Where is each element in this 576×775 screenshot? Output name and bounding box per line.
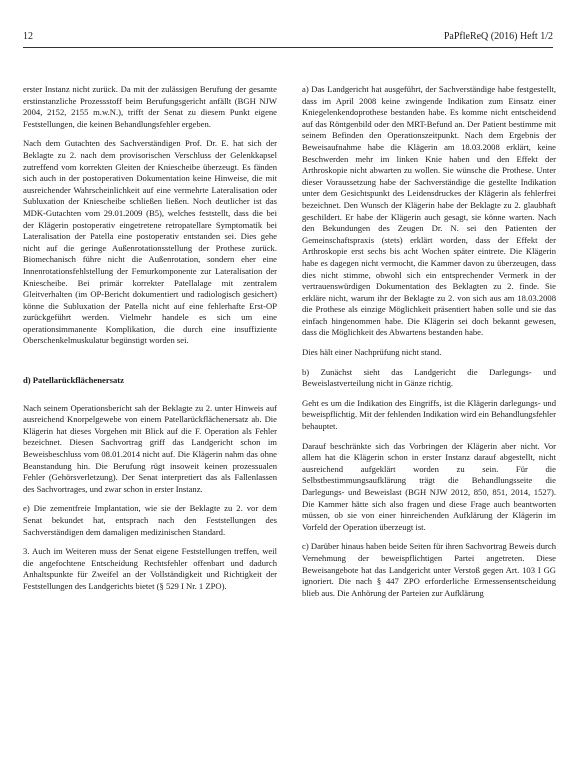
paragraph: Dies hält einer Nachprüfung nicht stand. <box>302 347 442 358</box>
paragraph: Nach seinem Operationsbericht sah der Beklagte zu 2. unter Hinweis auf ausreichend Knorpelgewebe von einem Patellarückflächenersatz ab. Die Klägerin hat dieses Vorgehen mit Blick auf die F. Operation als Fehler bezeichnet. Diesen Sachvortrag griff das Landgericht schon im Beweisbeschluss vom 08.01.2014 nicht auf. Die Klägerin nahm das ohne Beanstandung hin. Die Berufung rügt insoweit keinen prozessualen Fehler (Gehörsverletzung). Der Senat interpretiert das als Fallenlassen des Sachvortrages, und zwar schon in erster Instanz. <box>23 402 277 494</box>
paragraph: Nach dem Gutachten des Sachverständigen Prof. Dr. E. hat sich der Beklagte zu 2. nach dem provisorischen Verschluss der Gelenkkapsel zutreffend vom korrekten Gleiten der Kniescheibe überzeugt. Es fänden sich auch in der postoperativen Dokumentation keine Hinweise, die mit ausreichender Wahrscheinlichkeit auf eine vermehrte Lateralisation oder Subluxation der Kniescheibe schließen ließen. Noch deutlicher ist das MDK-Gutachten vom 29.01.2009 (B5), welches feststellt, dass die bei der Klägerin postoperativ eingetretene retropatellare Symptomatik bei Lateralisation der Patella eine postoperativ entstanden sei. Dies gehe nicht auf die geringe Außenrotationsstellung der Prothese zurück. Biomechanisch führe nicht die Außenrotation, sondern eher eine Innenrotationsfehlstellung der Femurkomponente zur Lateralisation der Kniescheibe. Bei primär korrekter Patellalage mit zentralem Gleitverhalten (im OP-Bericht dokumentiert und radiologisch gesichert) könne die Subluxation der Patella nicht auf eine fehlerhafte Erst-OP zurückgeführt werden. Vielmehr handele es sich um eine operationsimmanente Komplikation, die durch eine insuffiziente Oberschenkelmuskulatur begünstigt worden sei. <box>23 138 277 346</box>
journal-citation: PaPfleReQ (2016) Heft 1/2 <box>443 31 553 42</box>
paragraph: a) Das Landgericht hat ausgeführt, der Sachverständige habe festgestellt, dass im April 2008 keine zwingende Indikation zum Einsatz einer Kniegelenkendoprothese bestanden habe. Es komme nicht entscheidend auf das Röntgenbild oder den MRT-Befund an. Der Patient bestimme mit seinem Befinden den Operationszeitpunkt. Nach dem Ergebnis der Beweisaufnahme habe die Klägerin am 18.03.2008 erklärt, keine Beschwerden mehr im linken Knie haben und den Effekt der Arthroskopie nicht abwarten zu wollen. Sie wünsche die Prothese. Unter dieser Voraussetzung habe der Sachverständige die gestellte Indikation unter dem Gesichtspunkt des Leidensdruckes der Klägerin als fehlerfrei bezeichnet. Den Wunsch der Klägerin habe der Beklagte zu 2. glaubhaft geschildert. Er habe der Klägerin auch gesagt, sie könne warten. Nach den Bekundungen des Zeugen Dr. N. sei den Patienten der Gemeinschaftspraxis (stets) erklärt worden, dass der Effekt der Arthroskopie erst sechs bis acht Wochen später eintrete. Die Klägerin habe es dagegen nicht vermocht, die Kammer davon zu überzeugen, dass dies nicht stimme, obwohl sich ein entsprechender Vermerk in der vertrauenswürdigen Dokumentation des Beklagten zu 2. finde. Sie erkläre nicht, warum ihr der Beklagte zu 2. von sich aus am 18.03.2008 die Prothese als einzige Möglichkeit präsentiert haben solle und sie das einfach hingenommen habe. Die Klägerin sei doch bekannt gewesen, dass die Möglichkeit des Abwartens bestanden habe. <box>302 84 556 338</box>
left-column <box>23 84 277 601</box>
page-header <box>23 30 553 44</box>
paragraph: 3. Auch im Weiteren muss der Senat eigene Feststellungen treffen, weil die angefochtene Entscheidung Rechtsfehler offenbart und dadurch Anhaltspunkte für Zweifel an der Vollständigkeit und Richtigkeit der Feststellungen des Landgerichts bietet (§ 529 I Nr. 1 ZPO). <box>23 546 277 591</box>
paragraph: Darauf beschränkte sich das Vorbringen der Klägerin aber nicht. Vor allem hat die Klägerin schon in erster Instanz darauf abgestellt, nicht ausreichend aufgeklärt worden zu sein. Für die Selbstbestimmungsaufklärung trägt die Behandlungsseite die Darlegungs- und Beweislast (BGH NJW 2012, 850, 851, 2014, 1527). Die Kammer hätte sich also fragen und diese Frage auch beantworten müssen, ob sie von einer hinreichenden Aufklärung der Klägerin im Vorfeld der Operation überzeugt ist. <box>302 440 556 532</box>
paragraph: e) Die zementfreie Implantation, wie sie der Beklagte zu 2. vor dem Senat bekundet hat, entsprach nach den Feststellungen des Sachverständigen dem damaligen medizinischen Standard. <box>23 503 277 537</box>
page-number: 12 <box>23 31 33 42</box>
paragraph: b) Zunächst sieht das Landgericht die Darlegungs- und Beweislastverteilung nicht in Gänze richtig. <box>302 366 556 389</box>
paragraph: erster Instanz nicht zurück. Da mit der zulässigen Berufung der gesamte erstinstanzliche Prozessstoff beim Berufungsgericht anfällt (BGH NJW 2004, 2152, 2155 m.w.N.), trifft der Senat zu diesem Punkt eigene Feststellungen, die keinen Behandlungsfehler ergeben. <box>23 84 277 129</box>
right-column <box>302 84 556 607</box>
paragraph: c) Darüber hinaus haben beide Seiten für ihren Sachvortrag Beweis durch Vernehmung der beweispflichtigen Partei angetreten. Diese Beweisangebote hat das Landgericht unter Verstoß gegen Art. 103 I GG ignoriert. Die nach § 447 ZPO erforderliche Ermessensentscheidung blieb aus. Die Anhörung der Parteien zur Aufklärung <box>302 541 556 598</box>
paragraph: Geht es um die Indikation des Eingriffs, ist die Klägerin darlegungs- und beweispflichtig. Mit der fehlenden Indikation wird ein Behandlungsfehler behauptet. <box>302 397 556 432</box>
header-rule <box>23 47 553 48</box>
section-heading: d) Patellarückflächenersatz <box>23 375 124 386</box>
